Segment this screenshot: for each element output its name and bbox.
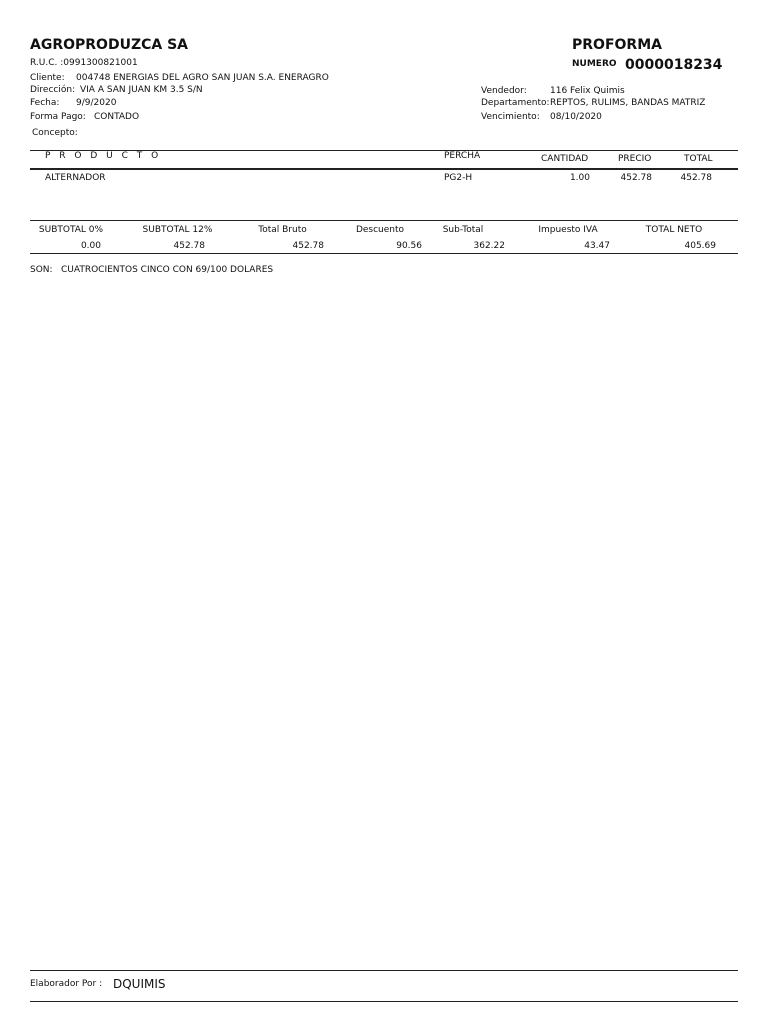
concepto-label: Concepto:: [32, 128, 78, 138]
totals-value-subtotal0: 0.00: [80, 241, 101, 251]
totals-value-bruto: 452.78: [292, 241, 324, 251]
header-percha: PERCHA: [444, 151, 481, 161]
forma-pago-label: Forma Pago:: [30, 112, 86, 122]
totals-value-descuento: 90.56: [396, 241, 422, 251]
company-ruc: R.U.C. :0991300821001: [30, 58, 138, 68]
son-value: CUATROCIENTOS CINCO CON 69/100 DOLARES: [61, 265, 274, 275]
cliente-value: 004748 ENERGIAS DEL AGRO SAN JUAN S.A. ENERAGRO: [76, 73, 329, 83]
row-percha: PG2-H: [444, 173, 473, 183]
departamento-label: Departamento:: [481, 98, 550, 108]
totals-header-subtotal0: SUBTOTAL 0%: [38, 225, 104, 235]
totals-bottom-rule: [30, 253, 738, 254]
vendedor-label: Vendedor:: [481, 86, 527, 96]
direccion-label: Dirección:: [30, 85, 76, 95]
footer-top-rule: [30, 970, 738, 971]
fecha-value: 9/9/2020: [76, 98, 117, 108]
footer-bottom-rule: [30, 1001, 738, 1002]
vendedor-value: 116 Felix Quimis: [550, 86, 625, 96]
son-label: SON:: [30, 265, 53, 275]
vencimiento-value: 08/10/2020: [550, 112, 602, 122]
elaborado-label: Elaborador Por :: [30, 979, 103, 989]
fecha-label: Fecha:: [30, 98, 60, 108]
elaborado-value: DQUIMIS: [113, 977, 166, 991]
items-header-rule: [30, 168, 738, 170]
totals-header-neto: TOTAL NETO: [645, 225, 703, 235]
totals-value-subtotal: 362.22: [473, 241, 505, 251]
header-total: TOTAL: [684, 154, 713, 164]
row-total: 452.78: [680, 173, 712, 183]
totals-header-descuento: Descuento: [355, 225, 405, 235]
totals-header-subtotal12: SUBTOTAL 12%: [142, 225, 213, 235]
row-precio: 452.78: [620, 173, 652, 183]
totals-header-iva: Impuesto IVA: [538, 225, 598, 235]
company-name: AGROPRODUZCA SA: [30, 37, 188, 53]
totals-header-subtotal: Sub-Total: [442, 225, 484, 235]
vencimiento-label: Vencimiento:: [481, 112, 540, 122]
totals-value-iva: 43.47: [584, 241, 610, 251]
totals-header-bruto: Total Bruto: [258, 225, 307, 235]
forma-pago-value: CONTADO: [94, 112, 140, 122]
header-cantidad: CANTIDAD: [541, 154, 589, 164]
numero-value: 0000018234: [625, 57, 723, 73]
row-cantidad: 1.00: [569, 173, 590, 183]
header-producto: P R O D U C T O: [45, 151, 162, 161]
totals-top-rule: [30, 220, 738, 221]
totals-value-subtotal12: 452.78: [173, 241, 205, 251]
header-precio: PRECIO: [618, 154, 652, 164]
cliente-label: Cliente:: [30, 73, 65, 83]
row-producto: ALTERNADOR: [45, 173, 106, 183]
document-title: PROFORMA: [572, 37, 662, 53]
direccion-value: VIA A SAN JUAN KM 3.5 S/N: [80, 85, 203, 95]
totals-value-neto: 405.69: [684, 241, 716, 251]
departamento-value: REPTOS, RULIMS, BANDAS MATRIZ: [550, 98, 706, 108]
numero-label: NUMERO: [572, 59, 617, 69]
